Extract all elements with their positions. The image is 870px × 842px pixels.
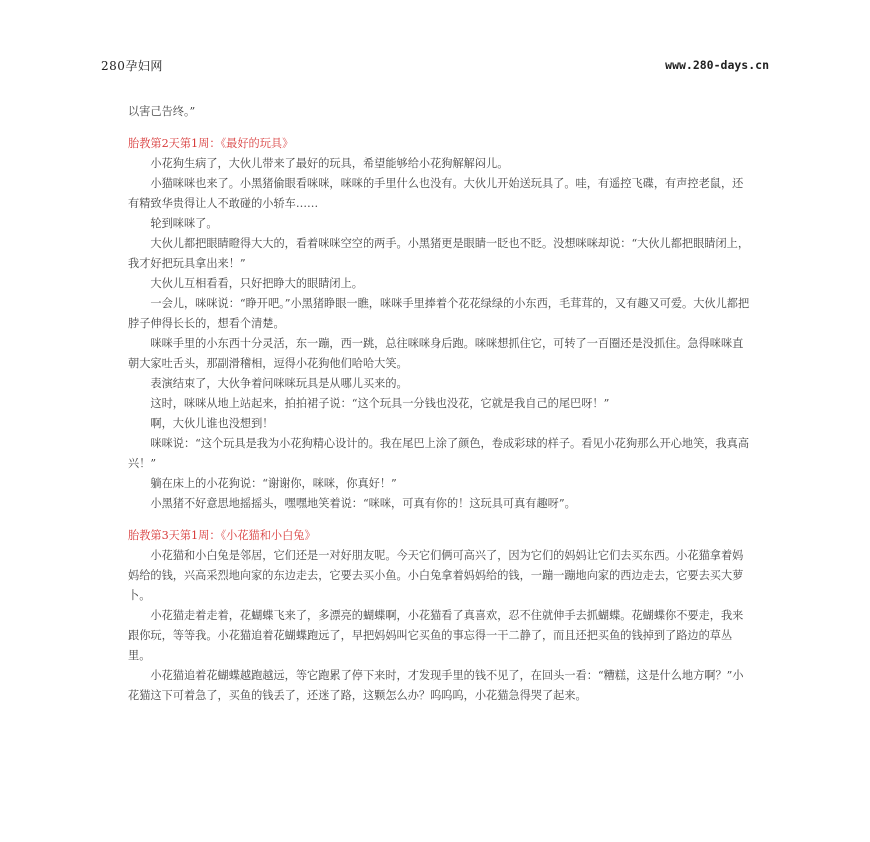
paragraph: 大伙儿都把眼睛瞪得大大的，看着咪咪空空的两手。小黑猪更是眼睛一眨也不眨。没想咪咪却说：“大伙儿都把眼睛闭上，我才好把玩具拿出来！”	[128, 237, 750, 270]
paragraph: 小猫咪咪也来了。小黑猪偷眼看咪咪，咪咪的手里什么也没有。大伙儿开始送玩具了。哇，有遥控飞碟，有声控老鼠，还有精致华贵得让人不敢碰的小轿车……	[128, 177, 744, 210]
paragraph: 咪咪说：“这个玩具是我为小花狗精心设计的。我在尾巴上涂了颜色，卷成彩球的样子。看见小花狗那么开心地笑，我真高兴！”	[128, 437, 750, 470]
section-title: 胎教第3天第1周：《小花猫和小白兔》	[128, 529, 316, 542]
paragraph: 表演结束了，大伙争着问咪咪玩具是从哪儿买来的。	[150, 377, 408, 390]
paragraph: 以害己告终。”	[128, 105, 196, 118]
paragraph: 这时，咪咪从地上站起来，拍拍裙子说：“这个玩具一分钱也没花，它就是我自己的尾巴呀！”	[150, 397, 610, 410]
paragraph: 一会儿，咪咪说：“睁开吧。”小黑猪睁眼一瞧，咪咪手里捧着个花花绿绿的小东西，毛茸茸的，又有趣又可爱。大伙儿都把脖子伸得长长的，想看个清楚。	[128, 297, 750, 330]
paragraph: 小花猫走着走着，花蝴蝶飞来了，多漂亮的蝴蝶啊，小花猫看了真喜欢，忍不住就伸手去抓蝴蝶。花蝴蝶你不要走，我来跟你玩，等等我。小花猫追着花蝴蝶跑远了，早把妈妈叫它买鱼的事忘得一干二静了，而且还把买鱼的钱掉到了路边的草丛里。	[128, 609, 744, 662]
site-name: 280孕妇网	[101, 59, 163, 73]
paragraph: 大伙儿互相看看，只好把睁大的眼睛闭上。	[150, 277, 363, 290]
section-title: 胎教第2天第1周：《最好的玩具》	[128, 137, 294, 150]
paragraph: 躺在床上的小花狗说：“谢谢你，咪咪，你真好！”	[150, 477, 397, 490]
paragraph: 小黑猪不好意思地摇摇头，嘿嘿地笑着说：“咪咪，可真有你的！这玩具可真有趣呀”。	[150, 497, 576, 510]
paragraph: 轮到咪咪了。	[150, 217, 218, 230]
site-url[interactable]: www.280-days.cn	[665, 58, 769, 72]
paragraph: 小花猫和小白兔是邻居，它们还是一对好朋友呢。今天它们俩可高兴了，因为它们的妈妈让它们去买东西。小花猫拿着妈妈给的钱，兴高采烈地向家的东边走去，它要去买小鱼。小白兔拿着妈妈给的钱，一蹦一蹦地向家的西边走去，它要去买大萝卜。	[128, 549, 744, 602]
paragraph: 小花狗生病了，大伙儿带来了最好的玩具，希望能够给小花狗解解闷儿。	[150, 157, 509, 170]
paragraph: 咪咪手里的小东西十分灵活，东一蹦，西一跳，总往咪咪身后跑。咪咪想抓住它，可转了一百圈还是没抓住。急得咪咪直朝大家吐舌头，那副滑稽相，逗得小花狗他们哈哈大笑。	[128, 337, 744, 370]
paragraph: 啊，大伙儿谁也没想到！	[150, 417, 274, 430]
document-body	[128, 102, 754, 706]
paragraph: 小花猫追着花蝴蝶越跑越远，等它跑累了停下来时，才发现手里的钱不见了，在回头一看：“糟糕，这是什么地方啊？”小花猫这下可着急了，买鱼的钱丢了，还迷了路，这颗怎么办？呜呜呜，小花猫急得哭了起来。	[128, 669, 744, 702]
